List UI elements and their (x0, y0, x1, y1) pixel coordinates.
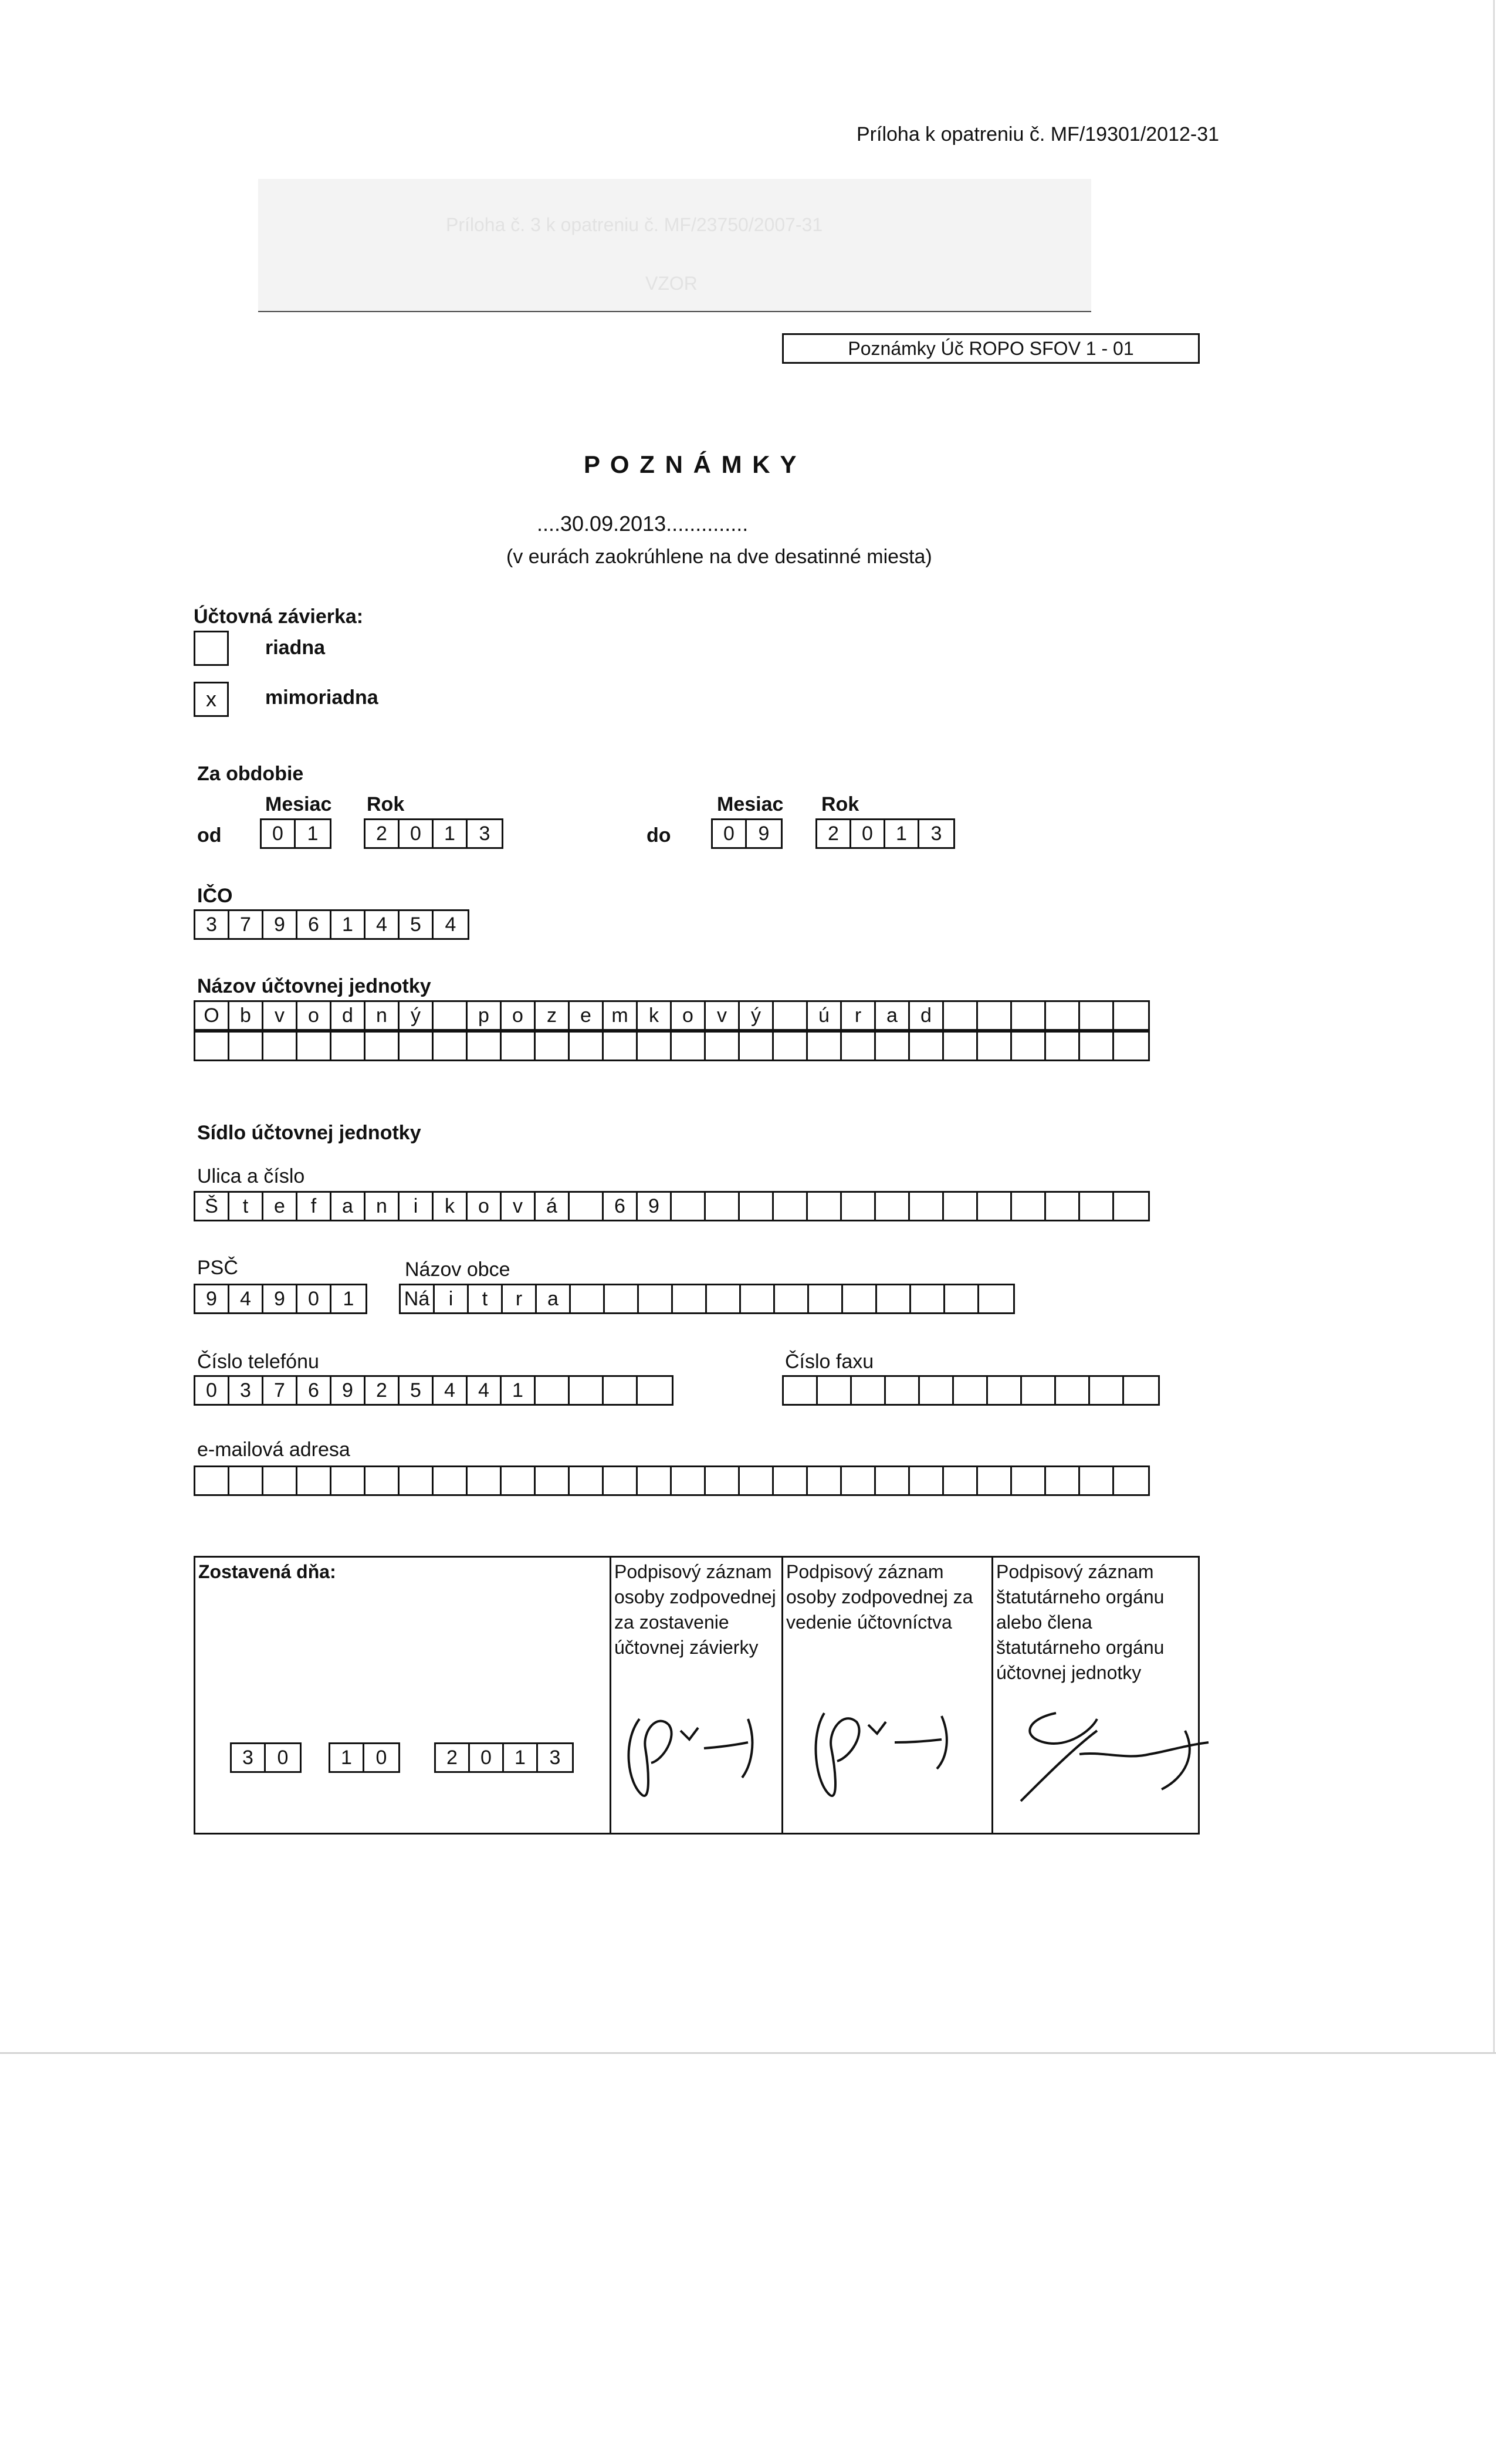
unit-name-char-box[interactable] (978, 1002, 1012, 1029)
ico-digit-box[interactable]: 6 (297, 911, 331, 938)
unit-name-char-box[interactable]: n (365, 1002, 400, 1029)
street-char-box[interactable]: e (263, 1193, 297, 1220)
city-char-box[interactable]: a (537, 1285, 571, 1312)
date-line: ....30.09.2013.............. (537, 512, 749, 536)
unit-name-char-box[interactable]: a (876, 1002, 910, 1029)
email-char-box[interactable] (195, 1467, 229, 1494)
unit-name-char-box[interactable]: e (570, 1002, 604, 1029)
to-month-label: Mesiac (717, 793, 784, 815)
street-char-box[interactable]: i (400, 1193, 434, 1220)
unit-name-char-box[interactable] (570, 1033, 604, 1060)
unit-name-char-box[interactable] (944, 1033, 978, 1060)
unit-name-char-box[interactable] (706, 1033, 740, 1060)
psc-digit-box[interactable]: 1 (343, 1287, 354, 1310)
unit-name-char-box[interactable] (434, 1002, 468, 1029)
phone-digit-box[interactable] (570, 1377, 604, 1404)
unit-name-char-box[interactable] (774, 1033, 808, 1060)
phone-digit-box[interactable]: 0 (195, 1377, 229, 1404)
unit-name-char-box[interactable] (842, 1033, 876, 1060)
street-char-box[interactable] (1046, 1193, 1080, 1220)
unit-name-char-box[interactable] (1012, 1002, 1046, 1029)
to-month-box[interactable]: 9 (758, 822, 770, 845)
unit-name-char-box[interactable]: v (263, 1002, 297, 1029)
unit-name-char-box[interactable] (195, 1033, 229, 1060)
page-title: P O Z N Á M K Y (584, 451, 798, 478)
email-char-box[interactable] (229, 1467, 263, 1494)
unit-name-char-box[interactable]: o (502, 1002, 536, 1029)
city-char-box[interactable] (605, 1285, 639, 1312)
from-month-boxes[interactable] (260, 818, 331, 849)
street-char-box[interactable] (774, 1193, 808, 1220)
compiled-label: Zostavená dňa: (198, 1561, 336, 1582)
from-month-box[interactable]: 1 (307, 822, 319, 845)
from-year-box[interactable]: 3 (479, 822, 490, 845)
unit-name-char-box[interactable] (978, 1033, 1012, 1060)
email-label: e-mailová adresa (197, 1439, 350, 1461)
email-char-box[interactable] (1080, 1467, 1114, 1494)
street-char-box[interactable] (842, 1193, 876, 1220)
seat-label: Sídlo účtovnej jednotky (197, 1122, 421, 1144)
phone-label: Číslo telefónu (197, 1351, 319, 1373)
street-char-box[interactable]: o (468, 1193, 502, 1220)
from-label: od (197, 824, 222, 847)
ico-digit-box[interactable]: 3 (195, 911, 229, 938)
street-char-box[interactable]: 9 (638, 1193, 672, 1220)
email-char-box[interactable] (400, 1467, 434, 1494)
from-year-box[interactable]: 2 (365, 820, 400, 847)
email-char-box[interactable] (910, 1467, 944, 1494)
email-char-box[interactable] (434, 1467, 468, 1494)
unit-name-char-box[interactable] (400, 1033, 434, 1060)
email-char-box[interactable] (978, 1467, 1012, 1494)
unit-name-char-box[interactable]: o (672, 1002, 706, 1029)
street-char-box[interactable] (1012, 1193, 1046, 1220)
from-month-box[interactable]: 0 (262, 820, 296, 847)
city-char-box[interactable] (571, 1285, 605, 1312)
extraordinary-checkbox[interactable]: x (194, 682, 229, 717)
page-edge-right (1493, 0, 1495, 2053)
unit-name-char-box[interactable]: O (195, 1002, 229, 1029)
unit-name-char-box[interactable]: d (910, 1002, 944, 1029)
compiled-day-box[interactable]: 0 (277, 1746, 289, 1769)
to-label: do (647, 824, 671, 847)
street-char-box[interactable]: 6 (604, 1193, 638, 1220)
signature-2-drawing (801, 1695, 953, 1813)
ico-digit-box[interactable]: 4 (445, 913, 456, 936)
unit-name-label: Názov účtovnej jednotky (197, 975, 431, 997)
phone-boxes[interactable] (194, 1375, 673, 1406)
fax-digit-box[interactable] (1090, 1377, 1124, 1404)
extraordinary-label: mimoriadna (265, 686, 378, 709)
city-char-box[interactable] (741, 1285, 775, 1312)
compiled-day-boxes[interactable] (230, 1742, 302, 1773)
street-char-box[interactable]: á (536, 1193, 570, 1220)
signature-col-2-label: Podpisový záznam osoby zodpovednej za vedenie účtovníctva (786, 1561, 973, 1633)
email-char-box[interactable] (1012, 1467, 1046, 1494)
phone-digit-box[interactable] (536, 1377, 570, 1404)
faded-stamp-area (258, 179, 1091, 312)
unit-name-char-box[interactable] (740, 1033, 774, 1060)
street-char-box[interactable] (808, 1193, 842, 1220)
street-char-box[interactable] (672, 1193, 706, 1220)
unit-name-char-box[interactable]: ú (808, 1002, 842, 1029)
psc-boxes[interactable] (194, 1284, 367, 1314)
city-char-box[interactable] (911, 1285, 945, 1312)
city-label: Názov obce (405, 1258, 510, 1281)
email-char-box[interactable] (1046, 1467, 1080, 1494)
unit-name-char-box[interactable] (876, 1033, 910, 1060)
unit-name-char-box[interactable] (263, 1033, 297, 1060)
fax-digit-box[interactable] (818, 1377, 852, 1404)
compiled-year-boxes[interactable] (434, 1742, 574, 1773)
email-char-box[interactable] (502, 1467, 536, 1494)
psc-digit-box[interactable]: 0 (297, 1285, 331, 1312)
unit-name-char-box[interactable] (910, 1033, 944, 1060)
psc-digit-box[interactable]: 9 (195, 1285, 229, 1312)
unit-name-char-box[interactable] (297, 1033, 331, 1060)
regular-checkbox[interactable] (194, 631, 229, 666)
signature-col-1-label: Podpisový záznam osoby zodpovednej za zostavenie účtovnej závierky (614, 1561, 776, 1658)
city-char-box[interactable] (639, 1285, 673, 1312)
email-char-box[interactable] (570, 1467, 604, 1494)
street-char-box[interactable] (876, 1193, 910, 1220)
city-char-box[interactable] (843, 1285, 877, 1312)
from-year-box[interactable]: 0 (400, 820, 434, 847)
email-char-box[interactable] (536, 1467, 570, 1494)
psc-digit-box[interactable]: 4 (229, 1285, 263, 1312)
to-year-box[interactable]: 3 (930, 822, 942, 845)
phone-digit-box[interactable]: 9 (331, 1377, 365, 1404)
unit-name-char-box[interactable]: p (468, 1002, 502, 1029)
page-edge-bottom (0, 2052, 1496, 2054)
city-char-box[interactable]: i (435, 1285, 469, 1312)
street-char-box[interactable] (1080, 1193, 1114, 1220)
street-char-box[interactable] (706, 1193, 740, 1220)
to-month-box[interactable]: 0 (713, 820, 747, 847)
annex-reference: Príloha k opatreniu č. MF/19301/2012-31 (857, 123, 1220, 145)
street-char-box[interactable] (978, 1193, 1012, 1220)
unit-name-char-box[interactable]: o (297, 1002, 331, 1029)
from-year-label: Rok (367, 793, 405, 815)
phone-digit-box[interactable]: 5 (400, 1377, 434, 1404)
city-boxes[interactable] (399, 1284, 1015, 1314)
unit-name-char-box[interactable] (604, 1033, 638, 1060)
unit-name-char-box[interactable] (1080, 1002, 1114, 1029)
fax-digit-box[interactable] (1056, 1377, 1090, 1404)
form-code-box: Poznámky Úč ROPO SFOV 1 - 01 (782, 333, 1200, 364)
fax-digit-box[interactable] (1022, 1377, 1056, 1404)
unit-name-char-box[interactable]: r (842, 1002, 876, 1029)
unit-name-char-box[interactable]: ý (740, 1002, 774, 1029)
phone-digit-box[interactable]: 2 (365, 1377, 400, 1404)
to-year-box[interactable]: 1 (885, 820, 919, 847)
unit-name-char-box[interactable] (1012, 1033, 1046, 1060)
fax-digit-box[interactable] (784, 1377, 818, 1404)
unit-name-char-box[interactable] (1080, 1033, 1114, 1060)
fax-digit-box[interactable] (886, 1377, 920, 1404)
from-month-label: Mesiac (265, 793, 332, 815)
signature-col-3-label: Podpisový záznam štatutárneho orgánu alebo člena štatutárneho orgánu účtovnej jednotky (996, 1561, 1165, 1683)
street-boxes[interactable] (194, 1191, 1150, 1221)
phone-digit-box[interactable]: 6 (297, 1377, 331, 1404)
faded-vzor-text: VZOR (645, 273, 698, 294)
faded-annex-text: Príloha č. 3 k opatreniu č. MF/23750/2007-31 (446, 214, 823, 235)
unit-name-char-box[interactable] (808, 1033, 842, 1060)
street-char-box[interactable]: f (297, 1193, 331, 1220)
ico-digit-box[interactable]: 4 (365, 911, 400, 938)
fax-digit-box[interactable] (1124, 1377, 1158, 1404)
city-char-box[interactable] (809, 1285, 843, 1312)
to-year-label: Rok (821, 793, 859, 815)
to-month-boxes[interactable] (711, 818, 783, 849)
unit-name-char-box[interactable] (1114, 1033, 1148, 1060)
email-char-box[interactable] (263, 1467, 297, 1494)
compiled-day-box[interactable]: 3 (232, 1744, 266, 1771)
email-char-box[interactable] (740, 1467, 774, 1494)
phone-digit-box[interactable]: 3 (229, 1377, 263, 1404)
ico-label: IČO (197, 885, 233, 907)
currency-note: (v eurách zaokrúhlene na dve desatinné miesta) (506, 546, 932, 568)
signature-1-drawing (616, 1695, 757, 1813)
street-char-box[interactable]: k (434, 1193, 468, 1220)
email-char-box[interactable] (604, 1467, 638, 1494)
compiled-year-box[interactable]: 0 (470, 1744, 504, 1771)
unit-name-char-box[interactable] (1046, 1002, 1080, 1029)
unit-name-char-box[interactable]: z (536, 1002, 570, 1029)
phone-digit-box[interactable] (604, 1377, 638, 1404)
fax-boxes[interactable] (782, 1375, 1160, 1406)
unit-name-char-box[interactable] (229, 1033, 263, 1060)
unit-name-char-box[interactable] (638, 1033, 672, 1060)
unit-name-char-box[interactable] (365, 1033, 400, 1060)
compiled-cell (194, 1556, 611, 1833)
compiled-year-box[interactable]: 2 (436, 1744, 470, 1771)
email-boxes[interactable] (194, 1465, 1150, 1496)
compiled-year-box[interactable]: 3 (549, 1746, 561, 1769)
unit-name-char-box[interactable] (434, 1033, 468, 1060)
email-char-box[interactable] (706, 1467, 740, 1494)
city-char-box[interactable] (979, 1285, 1013, 1312)
ico-boxes[interactable] (194, 909, 469, 940)
street-char-box[interactable] (740, 1193, 774, 1220)
email-char-box[interactable] (638, 1467, 672, 1494)
email-char-box[interactable] (297, 1467, 331, 1494)
unit-name-char-box[interactable] (944, 1002, 978, 1029)
from-year-boxes[interactable] (364, 818, 503, 849)
phone-digit-box[interactable]: 1 (502, 1377, 536, 1404)
city-char-box[interactable] (673, 1285, 707, 1312)
email-char-box[interactable] (842, 1467, 876, 1494)
phone-digit-box[interactable] (638, 1377, 672, 1404)
phone-digit-box[interactable]: 7 (263, 1377, 297, 1404)
to-year-boxes[interactable] (815, 818, 955, 849)
street-char-box[interactable]: t (229, 1193, 263, 1220)
email-char-box[interactable] (331, 1467, 365, 1494)
from-year-box[interactable]: 1 (434, 820, 468, 847)
unit-name-char-box[interactable] (1114, 1002, 1148, 1029)
closing-type-label: Účtovná závierka: (194, 605, 364, 628)
street-char-box[interactable] (944, 1193, 978, 1220)
email-char-box[interactable] (672, 1467, 706, 1494)
fax-digit-box[interactable] (954, 1377, 988, 1404)
city-char-box[interactable]: t (469, 1285, 503, 1312)
street-char-box[interactable]: n (365, 1193, 400, 1220)
signature-3-drawing (1009, 1695, 1220, 1813)
email-char-box[interactable] (1114, 1467, 1148, 1494)
fax-digit-box[interactable] (920, 1377, 954, 1404)
unit-name-char-box[interactable]: m (604, 1002, 638, 1029)
psc-label: PSČ (197, 1257, 238, 1279)
street-char-box[interactable]: Š (195, 1193, 229, 1220)
unit-name-char-box[interactable] (331, 1033, 365, 1060)
period-label: Za obdobie (197, 763, 304, 785)
street-char-box[interactable] (1114, 1193, 1148, 1220)
unit-name-char-box[interactable] (536, 1033, 570, 1060)
street-char-box[interactable]: v (502, 1193, 536, 1220)
street-char-box[interactable] (910, 1193, 944, 1220)
to-year-box[interactable]: 0 (851, 820, 885, 847)
unit-name-char-box[interactable]: b (229, 1002, 263, 1029)
regular-label: riadna (265, 637, 326, 659)
unit-name-char-box[interactable] (468, 1033, 502, 1060)
ico-digit-box[interactable]: 9 (263, 911, 297, 938)
ico-digit-box[interactable]: 7 (229, 911, 263, 938)
psc-digit-box[interactable]: 9 (263, 1285, 297, 1312)
unit-name-char-box[interactable] (502, 1033, 536, 1060)
fax-digit-box[interactable] (988, 1377, 1022, 1404)
to-year-box[interactable]: 2 (817, 820, 851, 847)
unit-name-row-2[interactable] (194, 1031, 1150, 1061)
unit-name-char-box[interactable] (1046, 1033, 1080, 1060)
email-char-box[interactable] (468, 1467, 502, 1494)
unit-name-char-box[interactable]: ý (400, 1002, 434, 1029)
ico-digit-box[interactable]: 5 (400, 911, 434, 938)
city-char-box[interactable]: Ná (401, 1285, 435, 1312)
city-char-box[interactable] (775, 1285, 809, 1312)
email-char-box[interactable] (876, 1467, 910, 1494)
street-label: Ulica a číslo (197, 1165, 305, 1187)
email-char-box[interactable] (365, 1467, 400, 1494)
email-char-box[interactable] (808, 1467, 842, 1494)
unit-name-char-box[interactable]: v (706, 1002, 740, 1029)
unit-name-char-box[interactable]: d (331, 1002, 365, 1029)
fax-label: Číslo faxu (785, 1351, 874, 1373)
compiled-month-boxes[interactable] (329, 1742, 400, 1773)
compiled-month-box[interactable]: 1 (330, 1744, 364, 1771)
email-char-box[interactable] (944, 1467, 978, 1494)
unit-name-char-box[interactable] (774, 1002, 808, 1029)
unit-name-row-1[interactable] (194, 1000, 1150, 1031)
compiled-year-box[interactable]: 1 (504, 1744, 538, 1771)
phone-digit-box[interactable]: 4 (434, 1377, 468, 1404)
compiled-month-box[interactable]: 0 (375, 1746, 387, 1769)
fax-digit-box[interactable] (852, 1377, 886, 1404)
city-char-box[interactable] (877, 1285, 911, 1312)
street-char-box[interactable]: a (331, 1193, 365, 1220)
city-char-box[interactable]: r (503, 1285, 537, 1312)
city-char-box[interactable] (945, 1285, 979, 1312)
unit-name-char-box[interactable]: k (638, 1002, 672, 1029)
unit-name-char-box[interactable] (672, 1033, 706, 1060)
phone-digit-box[interactable]: 4 (468, 1377, 502, 1404)
email-char-box[interactable] (774, 1467, 808, 1494)
street-char-box[interactable] (570, 1193, 604, 1220)
city-char-box[interactable] (707, 1285, 741, 1312)
ico-digit-box[interactable]: 1 (331, 911, 365, 938)
